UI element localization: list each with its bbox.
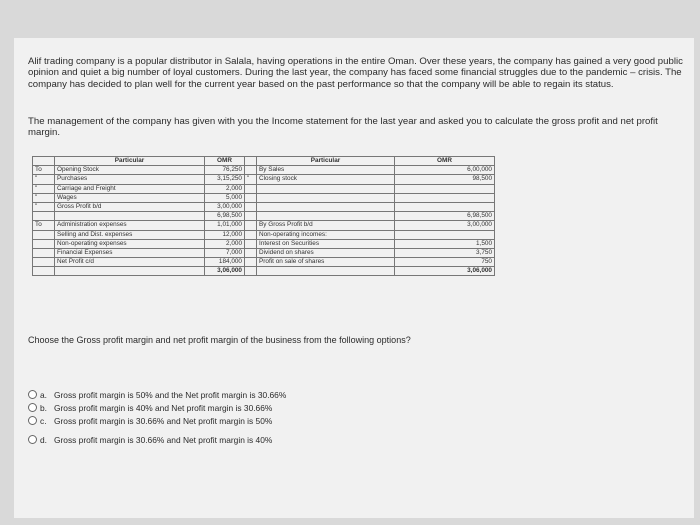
option-b[interactable] (28, 401, 286, 414)
header-omr-left: OMR (205, 157, 245, 166)
pl-total-right: 3,06,000 (395, 267, 495, 276)
option-letter: d. (40, 434, 47, 445)
table-cell: Closing stock (257, 175, 395, 184)
radio-button[interactable] (28, 435, 37, 444)
table-cell: Non-operating incomes: (257, 230, 395, 239)
table-cell: 12,000 (205, 230, 245, 239)
option-label: Gross profit margin is 50% and the Net profit margin is 30.66% (54, 389, 287, 400)
table-cell: Administration expenses (55, 221, 205, 230)
pl-total-left: 3,06,000 (205, 267, 245, 276)
table-cell: 3,00,000 (205, 202, 245, 211)
header-omr-right: OMR (395, 157, 495, 166)
table-cell: Interest on Securities (257, 239, 395, 248)
income-statement-table: Particular OMR Particular OMR To Opening Stock 76,250 By Sales 6,00,000 " Purchases 3,15,250 " Closing stock 98,500 " Carriage and Freight 2,000 " Wages 5,000 " Gross Profit b/d 3,00,000 6,98,500 6,98,500 To Administration expenses 1,01,000 By Gross Profit b/d 3,00,000 Selling and Dist. expenses 12,000 Non-operating incomes: Non-operating expenses 2,000 Interest on Securities 1,500 Financial Expenses 7,000 Dividend on shares 3,750 Net Profit c/d 184,000 Profit on sale of shares 750 3,06,000 3,06,000 (32, 156, 495, 276)
table-cell: 2,000 (205, 184, 245, 193)
table-cell: Dividend on shares (257, 248, 395, 257)
answer-options (28, 388, 286, 446)
table-cell: 6,00,000 (395, 166, 495, 175)
table-cell: Selling and Dist. expenses (55, 230, 205, 239)
radio-button[interactable] (28, 416, 37, 425)
table-cell: 2,000 (205, 239, 245, 248)
option-letter: c. (40, 415, 47, 426)
option-letter: a. (40, 389, 47, 400)
table-cell: 3,750 (395, 248, 495, 257)
table-cell: Gross Profit b/d (55, 202, 205, 211)
to-label: To (33, 221, 55, 230)
table-cell: By Sales (257, 166, 395, 175)
table-cell: By Gross Profit b/d (257, 221, 395, 230)
table-cell: Purchases (55, 175, 205, 184)
radio-button[interactable] (28, 390, 37, 399)
table-cell: 7,000 (205, 248, 245, 257)
question-page (14, 38, 694, 518)
table-cell: 5,000 (205, 193, 245, 202)
header-particular-right: Particular (257, 157, 395, 166)
table-cell: 3,15,250 (205, 175, 245, 184)
table-cell: 1,500 (395, 239, 495, 248)
option-letter: b. (40, 402, 47, 413)
option-c[interactable] (28, 414, 286, 427)
question-text: Choose the Gross profit margin and net profit margin of the business from the following options? (28, 335, 411, 345)
table-cell (395, 230, 495, 239)
table-cell: Profit on sale of shares (257, 258, 395, 267)
intro-paragraph: Alif trading company is a popular distributor in Salala, having operations in the entire Oman. Over these years, the company has gained a very good public opinion and quiet a big number of loyal customers. During the last year, the company has faced some financial struggles due to the pandemic – crisis. The company has decided to plan well for the current year based on the past performance so that the company will be able to regain its status. (28, 56, 683, 90)
table-cell: 750 (395, 258, 495, 267)
table-cell: 98,500 (395, 175, 495, 184)
instruction-paragraph: The management of the company has given with you the Income statement for the last year and asked you to calculate the gross profit and net profit margin. (28, 116, 658, 139)
table-cell: Net Profit c/d (55, 258, 205, 267)
option-d[interactable] (28, 433, 286, 446)
trading-total-right: 6,98,500 (395, 212, 495, 221)
option-label: Gross profit margin is 30.66% and Net profit margin is 40% (54, 434, 273, 445)
table-cell: 184,000 (205, 258, 245, 267)
trading-total-left: 6,98,500 (205, 212, 245, 221)
header-particular-left: Particular (55, 157, 205, 166)
table-cell: Carriage and Freight (55, 184, 205, 193)
table-cell: Opening Stock (55, 166, 205, 175)
table-cell: 76,250 (205, 166, 245, 175)
table-cell: 3,00,000 (395, 221, 495, 230)
option-label: Gross profit margin is 30.66% and Net profit margin is 50% (54, 415, 273, 426)
table-cell: 1,01,000 (205, 221, 245, 230)
radio-button[interactable] (28, 403, 37, 412)
table-cell: Non-operating expenses (55, 239, 205, 248)
to-label: To (33, 166, 55, 175)
table-cell: Financial Expenses (55, 248, 205, 257)
option-a[interactable] (28, 388, 286, 401)
table-cell: Wages (55, 193, 205, 202)
option-label: Gross profit margin is 40% and Net profit margin is 30.66% (54, 402, 273, 413)
